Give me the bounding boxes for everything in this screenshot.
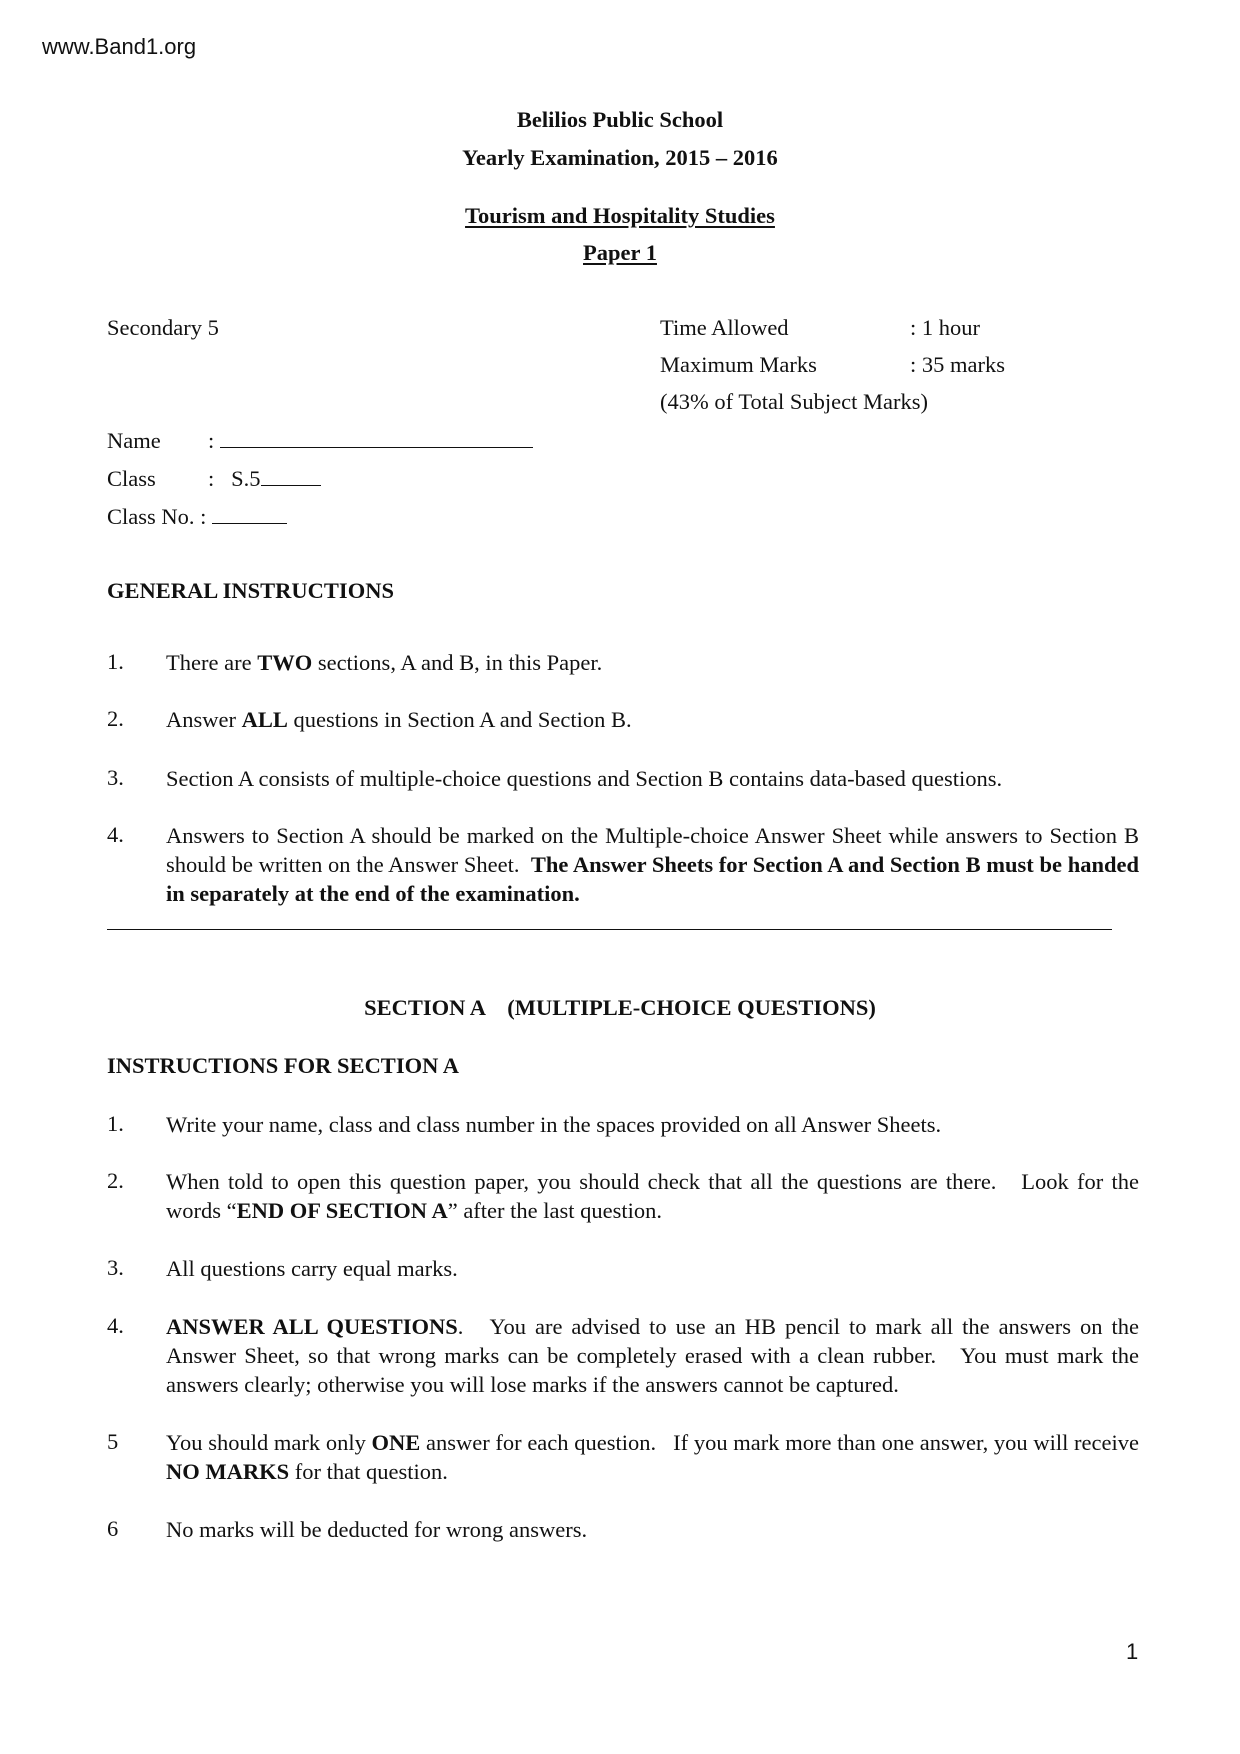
- school-name: Belilios Public School: [516, 107, 724, 132]
- marks-note: (43% of Total Subject Marks): [660, 389, 928, 414]
- time-allowed-label: Time Allowed: [660, 315, 789, 340]
- section-a-item-1: Write your name, class and class number in the spaces provided on all Answer Sheets.: [166, 1112, 942, 1137]
- section-a-item-3: All questions carry equal marks.: [166, 1256, 458, 1281]
- page-number: 1: [1126, 1639, 1139, 1664]
- section-a-instructions-heading: INSTRUCTIONS FOR SECTION A: [107, 1053, 459, 1078]
- name-colon: :: [208, 428, 215, 453]
- item-number: 2.: [107, 706, 124, 731]
- time-allowed-value: : 1 hour: [910, 315, 980, 340]
- section-a-item-4: ANSWER ALL QUESTIONS. You are advised to use an HB pencil to mark all the answers on the Answer Sheet, so that wrong marks can be completely erased with a clean rubber. You must mark the answers clearly; otherwise you will lose marks if the answers cannot be captured.: [166, 1314, 1145, 1397]
- class-prefix: S.5: [231, 466, 261, 491]
- class-field[interactable]: [208, 464, 321, 494]
- classno-field[interactable]: [107, 502, 287, 532]
- item-number: 1.: [107, 1111, 124, 1136]
- item-number: 3.: [107, 1255, 124, 1280]
- class-colon: :: [208, 466, 215, 491]
- section-a-item-6: No marks will be deducted for wrong answers.: [166, 1517, 588, 1542]
- class-blank[interactable]: [261, 465, 321, 486]
- section-a-title: SECTION A (MULTIPLE-CHOICE QUESTIONS): [364, 995, 876, 1020]
- max-marks-label: Maximum Marks: [660, 352, 817, 377]
- subject-title: Tourism and Hospitality Studies: [465, 203, 775, 228]
- item-number: 6: [107, 1516, 119, 1541]
- paper-title: Paper 1: [583, 240, 657, 265]
- general-instructions-heading: GENERAL INSTRUCTIONS: [107, 578, 394, 603]
- item-number: 2.: [107, 1168, 124, 1193]
- divider-rule: [107, 929, 1112, 930]
- classno-label: Class No. :: [107, 504, 207, 529]
- classno-blank[interactable]: [212, 503, 287, 524]
- section-a-item-2: When told to open this question paper, you should check that all the questions are there. Look for the words “END OF SECTION A” after the last question.: [166, 1169, 1145, 1223]
- item-number: 1.: [107, 649, 124, 674]
- exam-title: Yearly Examination, 2015 – 2016: [462, 145, 778, 170]
- watermark-url: www.Band1.org: [42, 34, 197, 59]
- level: Secondary 5: [107, 315, 219, 340]
- name-blank[interactable]: [220, 427, 533, 448]
- general-item-4: Answers to Section A should be marked on the Multiple-choice Answer Sheet while answers to Section B should be written on the Answer Sheet. The Answer Sheets for Section A and Section B must be handed in separately at the end of the examination.: [166, 823, 1145, 906]
- item-number: 5: [107, 1429, 119, 1454]
- item-number: 3.: [107, 765, 124, 790]
- section-a-item-5: You should mark only ONE answer for each question. If you mark more than one answer, you will receive NO MARKS for that question.: [166, 1430, 1145, 1484]
- name-label: Name: [107, 428, 161, 453]
- name-field[interactable]: [208, 426, 533, 456]
- general-item-1: There are TWO sections, A and B, in this Paper.: [166, 650, 603, 675]
- class-label: Class: [107, 466, 156, 491]
- item-number: 4.: [107, 822, 124, 847]
- max-marks-value: : 35 marks: [910, 352, 1005, 377]
- item-number: 4.: [107, 1313, 124, 1338]
- general-item-3: Section A consists of multiple-choice questions and Section B contains data-based questions.: [166, 766, 1003, 791]
- general-item-2: Answer ALL questions in Section A and Section B.: [166, 707, 632, 732]
